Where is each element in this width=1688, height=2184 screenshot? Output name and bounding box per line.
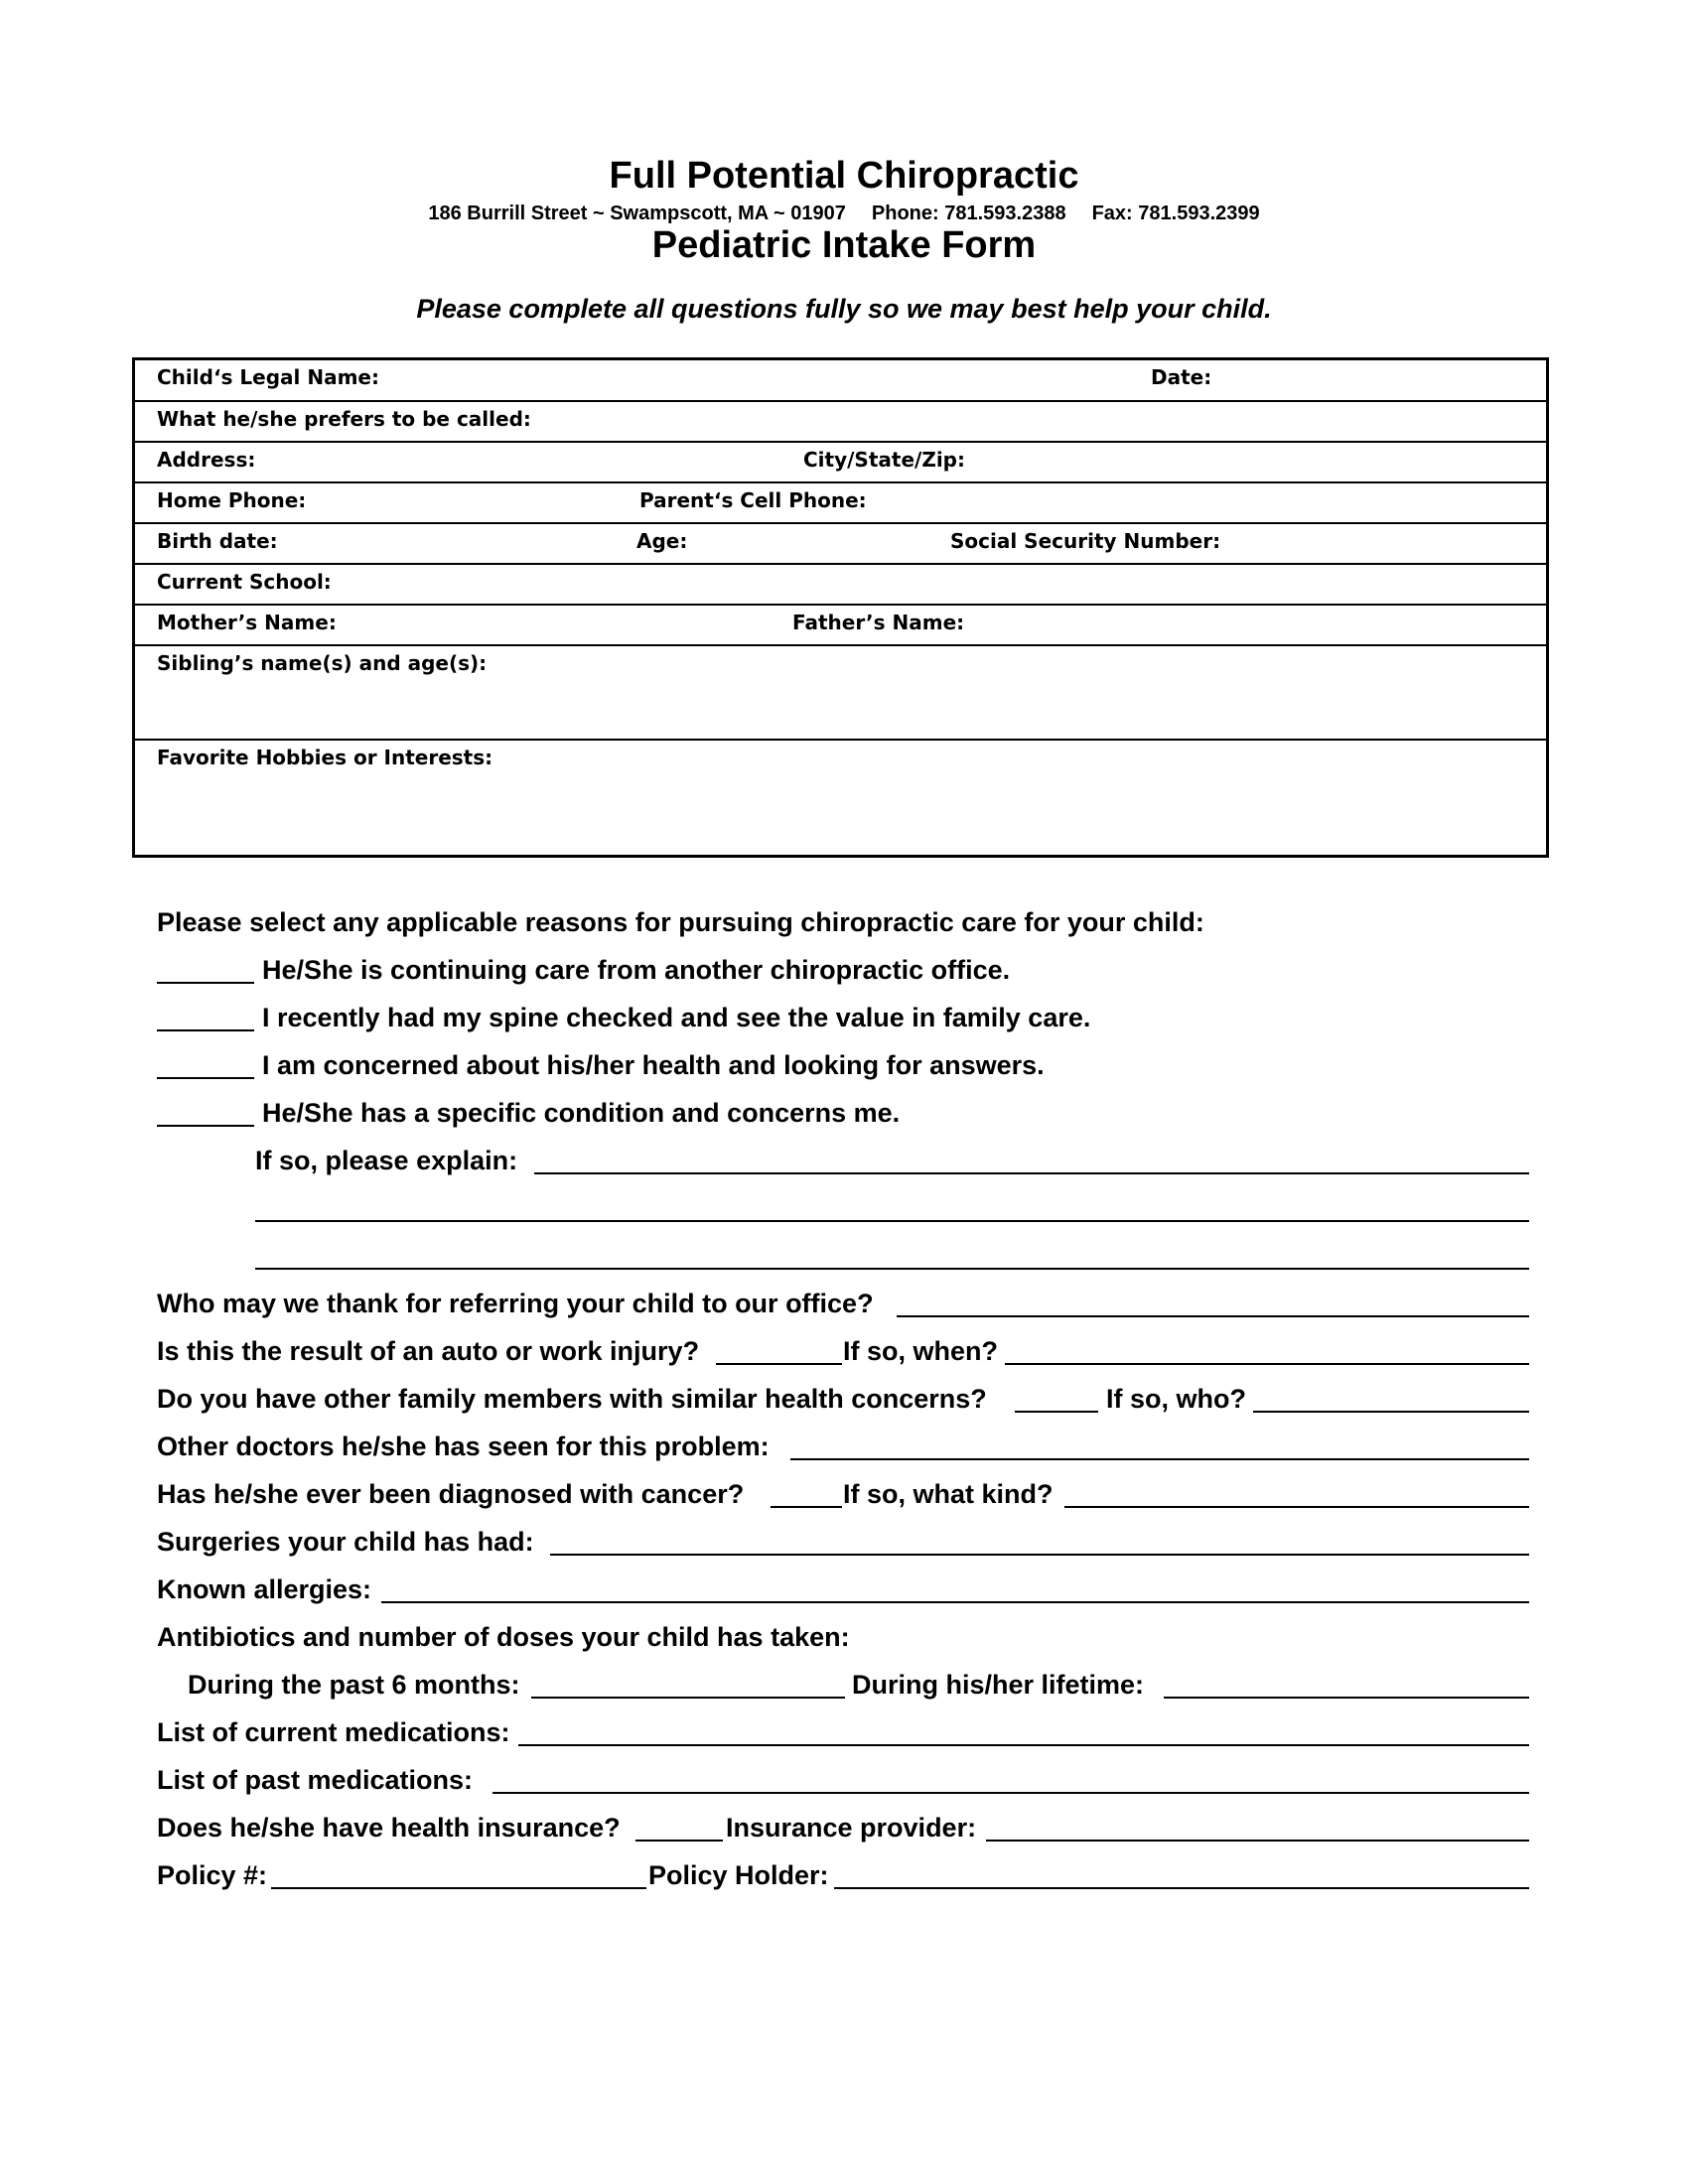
past-meds-field[interactable] <box>492 1792 1529 1794</box>
label-parents-cell-phone: Parent‘s Cell Phone: <box>639 488 867 512</box>
label-social-security: Social Security Number: <box>950 529 1221 553</box>
policy-number-field[interactable] <box>271 1887 646 1889</box>
instructions: Please complete all questions fully so we may best help your child. <box>416 294 1272 324</box>
past-6-months-label: During the past 6 months: <box>188 1670 520 1700</box>
reason-option-2: I recently had my spine checked and see the value in family care. <box>262 1003 1091 1032</box>
cancer-label: Has he/she ever been diagnosed with cancer? <box>157 1479 745 1509</box>
row-hobbies[interactable] <box>135 741 1546 858</box>
cancer-kind-label: If so, what kind? <box>843 1479 1054 1509</box>
lifetime-field[interactable] <box>1164 1697 1529 1699</box>
label-city-state-zip: City/State/Zip: <box>803 448 965 472</box>
label-siblings: Sibling’s name(s) and age(s): <box>157 651 488 675</box>
allergies-field[interactable] <box>381 1601 1529 1603</box>
row-legal-name[interactable] <box>135 360 1546 402</box>
label-home-phone: Home Phone: <box>157 488 307 512</box>
injury-label: Is this the result of an auto or work injury? <box>157 1336 700 1366</box>
reason-option-3: I am concerned about his/her health and looking for answers. <box>262 1050 1045 1080</box>
label-hobbies: Favorite Hobbies or Interests: <box>157 746 493 769</box>
row-birth-info[interactable] <box>135 524 1546 565</box>
label-address: Address: <box>157 448 256 472</box>
label-childs-legal-name: Child‘s Legal Name: <box>157 365 379 389</box>
label-birth-date: Birth date: <box>157 529 278 553</box>
policy-holder-field[interactable] <box>834 1887 1529 1889</box>
referral-label: Who may we thank for referring your child to our office? <box>157 1289 874 1318</box>
row-parents[interactable] <box>135 606 1546 646</box>
label-date: Date: <box>1151 365 1212 389</box>
label-current-school: Current School: <box>157 570 332 594</box>
referral-field[interactable] <box>897 1315 1529 1317</box>
row-siblings[interactable] <box>135 646 1546 741</box>
current-meds-field[interactable] <box>518 1744 1529 1746</box>
family-concerns-field[interactable] <box>1015 1411 1098 1413</box>
form-title: Pediatric Intake Form <box>651 224 1037 266</box>
child-info-table <box>132 357 1549 858</box>
org-name: Full Potential Chiropractic <box>609 155 1079 197</box>
reason-option-1: He/She is continuing care from another chiropractic office. <box>262 955 1011 985</box>
reason-option-4: He/She has a specific condition and concerns me. <box>262 1098 901 1128</box>
past-6-months-field[interactable] <box>531 1697 845 1699</box>
row-school[interactable] <box>135 565 1546 606</box>
insurance-provider-label: Insurance provider: <box>726 1813 977 1843</box>
label-age: Age: <box>636 529 688 553</box>
row-preferred-name[interactable] <box>135 402 1546 443</box>
other-doctors-label: Other doctors he/she has seen for this problem: <box>157 1432 770 1461</box>
label-preferred-name: What he/she prefers to be called: <box>157 407 531 431</box>
reason-check-blank-2[interactable] <box>157 1029 254 1031</box>
reason-check-blank-3[interactable] <box>157 1077 254 1079</box>
policy-holder-label: Policy Holder: <box>648 1860 829 1890</box>
injury-field[interactable] <box>716 1363 842 1365</box>
surgeries-label: Surgeries your child has had: <box>157 1527 534 1557</box>
family-concerns-label: Do you have other family members with similar health concerns? <box>157 1384 987 1414</box>
insurance-label: Does he/she have health insurance? <box>157 1813 621 1843</box>
lifetime-label: During his/her lifetime: <box>852 1670 1145 1700</box>
insurance-field[interactable] <box>635 1840 723 1842</box>
antibiotics-label: Antibiotics and number of doses your child has taken: <box>157 1622 850 1652</box>
reason-check-blank-1[interactable] <box>157 982 254 984</box>
insurance-provider-field[interactable] <box>986 1840 1529 1842</box>
reason-check-blank-4[interactable] <box>157 1125 254 1127</box>
family-who-field[interactable] <box>1253 1411 1529 1413</box>
injury-when-field[interactable] <box>1005 1363 1529 1365</box>
family-who-label: If so, who? <box>1106 1384 1246 1414</box>
past-meds-label: List of past medications: <box>157 1765 474 1795</box>
explain-line-1[interactable] <box>534 1172 1529 1174</box>
row-phones[interactable] <box>135 483 1546 524</box>
org-address: 186 Burrill Street ~ Swampscott, MA ~ 01907 <box>428 203 846 224</box>
org-phone: Phone: 781.593.2388 <box>871 203 1066 224</box>
injury-when-label: If so, when? <box>843 1336 999 1366</box>
explain-label: If so, please explain: <box>255 1146 518 1175</box>
surgeries-field[interactable] <box>550 1554 1529 1556</box>
allergies-label: Known allergies: <box>157 1574 372 1604</box>
contact-line <box>0 203 1688 225</box>
label-fathers-name: Father’s Name: <box>792 611 965 634</box>
reasons-heading: Please select any applicable reasons for pursuing chiropractic care for your child: <box>157 907 1204 937</box>
explain-line-3[interactable] <box>255 1268 1529 1270</box>
org-fax: Fax: 781.593.2399 <box>1091 203 1260 224</box>
cancer-field[interactable] <box>771 1506 842 1508</box>
label-mothers-name: Mother’s Name: <box>157 611 337 634</box>
other-doctors-field[interactable] <box>790 1458 1529 1460</box>
current-meds-label: List of current medications: <box>157 1717 510 1747</box>
cancer-kind-field[interactable] <box>1064 1506 1529 1508</box>
policy-number-label: Policy #: <box>157 1860 268 1890</box>
row-address[interactable] <box>135 443 1546 483</box>
explain-line-2[interactable] <box>255 1220 1529 1222</box>
